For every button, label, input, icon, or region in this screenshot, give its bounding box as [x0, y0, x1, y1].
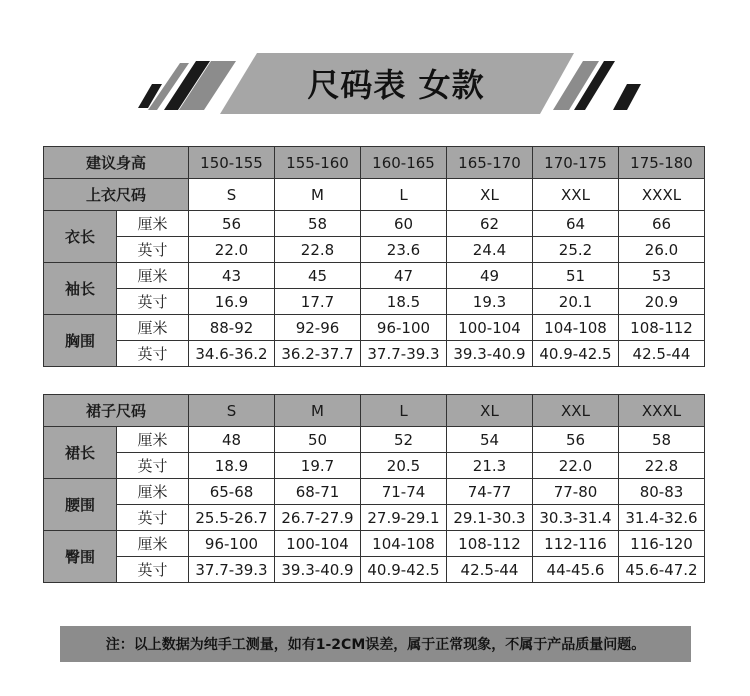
measure-value: 108-112	[619, 315, 705, 341]
measure-row	[44, 427, 705, 453]
skirt-size-row-label: 裙子尺码	[44, 395, 189, 427]
measure-value: 77-80	[533, 479, 619, 505]
measure-value: 100-104	[447, 315, 533, 341]
measure-value: 52	[361, 427, 447, 453]
measure-row	[44, 531, 705, 557]
unit-label: 厘米	[117, 427, 189, 453]
measure-part-label: 胸围	[44, 315, 117, 367]
skirt-size-row-cell: L	[361, 395, 447, 427]
height-row-cell: 165-170	[447, 147, 533, 179]
size-row-cell: L	[361, 179, 447, 211]
measure-value: 51	[533, 263, 619, 289]
top-size-table	[43, 146, 705, 367]
measure-value: 24.4	[447, 237, 533, 263]
measure-row	[44, 341, 705, 367]
measure-value: 23.6	[361, 237, 447, 263]
measure-value: 104-108	[361, 531, 447, 557]
height-row-cell: 155-160	[275, 147, 361, 179]
measure-value: 65-68	[189, 479, 275, 505]
measure-value: 62	[447, 211, 533, 237]
skirt-size-row-cell: XXXL	[619, 395, 705, 427]
measure-value: 20.9	[619, 289, 705, 315]
measure-value: 45	[275, 263, 361, 289]
measure-part-label: 袖长	[44, 263, 117, 315]
measure-value: 100-104	[275, 531, 361, 557]
measure-value: 92-96	[275, 315, 361, 341]
measure-part-label: 臀围	[44, 531, 117, 583]
measure-value: 68-71	[275, 479, 361, 505]
unit-label: 英寸	[117, 237, 189, 263]
measure-value: 34.6-36.2	[189, 341, 275, 367]
size-row-label: 上衣尺码	[44, 179, 189, 211]
measure-value: 20.1	[533, 289, 619, 315]
measure-value: 48	[189, 427, 275, 453]
measure-value: 116-120	[619, 531, 705, 557]
unit-label: 厘米	[117, 315, 189, 341]
unit-label: 厘米	[117, 479, 189, 505]
measure-value: 25.5-26.7	[189, 505, 275, 531]
measure-value: 22.0	[189, 237, 275, 263]
unit-label: 英寸	[117, 557, 189, 583]
unit-label: 英寸	[117, 453, 189, 479]
measure-value: 30.3-31.4	[533, 505, 619, 531]
measure-value: 56	[533, 427, 619, 453]
measure-value: 39.3-40.9	[447, 341, 533, 367]
measure-value: 58	[275, 211, 361, 237]
measure-row	[44, 237, 705, 263]
measure-row	[44, 557, 705, 583]
measure-value: 47	[361, 263, 447, 289]
measure-value: 39.3-40.9	[275, 557, 361, 583]
size-row	[44, 179, 705, 211]
skirt-size-row-cell: M	[275, 395, 361, 427]
skirt-size-row-cell: S	[189, 395, 275, 427]
measure-value: 42.5-44	[447, 557, 533, 583]
measure-value: 43	[189, 263, 275, 289]
measure-row	[44, 211, 705, 237]
measure-row	[44, 453, 705, 479]
measure-part-label: 裙长	[44, 427, 117, 479]
measure-value: 21.3	[447, 453, 533, 479]
height-row-cell: 150-155	[189, 147, 275, 179]
measure-value: 54	[447, 427, 533, 453]
measure-value: 37.7-39.3	[189, 557, 275, 583]
measure-row	[44, 289, 705, 315]
bottom-size-table	[43, 394, 705, 583]
measure-value: 88-92	[189, 315, 275, 341]
measure-value: 71-74	[361, 479, 447, 505]
measure-value: 25.2	[533, 237, 619, 263]
measure-value: 96-100	[361, 315, 447, 341]
unit-label: 厘米	[117, 211, 189, 237]
height-row-label: 建议身高	[44, 147, 189, 179]
measure-value: 19.7	[275, 453, 361, 479]
measure-value: 22.8	[619, 453, 705, 479]
measure-value: 17.7	[275, 289, 361, 315]
skirt-size-row-cell: XXL	[533, 395, 619, 427]
measure-value: 16.9	[189, 289, 275, 315]
unit-label: 厘米	[117, 531, 189, 557]
measure-value: 36.2-37.7	[275, 341, 361, 367]
skirt-size-row-cell: XL	[447, 395, 533, 427]
right-stripe-black-2	[613, 84, 641, 110]
measure-row	[44, 263, 705, 289]
measure-value: 42.5-44	[619, 341, 705, 367]
measure-value: 50	[275, 427, 361, 453]
page-title: 尺码表 女款	[307, 66, 485, 104]
measure-value: 56	[189, 211, 275, 237]
measure-value: 58	[619, 427, 705, 453]
height-row-cell: 170-175	[533, 147, 619, 179]
measure-value: 104-108	[533, 315, 619, 341]
measure-value: 26.0	[619, 237, 705, 263]
measure-value: 64	[533, 211, 619, 237]
measure-value: 40.9-42.5	[533, 341, 619, 367]
measure-value: 26.7-27.9	[275, 505, 361, 531]
measure-value: 18.9	[189, 453, 275, 479]
measure-value: 27.9-29.1	[361, 505, 447, 531]
unit-label: 厘米	[117, 263, 189, 289]
measure-value: 20.5	[361, 453, 447, 479]
footer-note: 注：以上数据为纯手工测量，如有1-2CM误差，属于正常现象，不属于产品质量问题。	[60, 626, 691, 662]
unit-label: 英寸	[117, 289, 189, 315]
skirt-size-row	[44, 395, 705, 427]
size-row-cell: M	[275, 179, 361, 211]
measure-value: 31.4-32.6	[619, 505, 705, 531]
measure-value: 53	[619, 263, 705, 289]
measure-value: 22.8	[275, 237, 361, 263]
measure-value: 29.1-30.3	[447, 505, 533, 531]
height-row-cell: 175-180	[619, 147, 705, 179]
measure-value: 112-116	[533, 531, 619, 557]
measure-value: 40.9-42.5	[361, 557, 447, 583]
measure-value: 19.3	[447, 289, 533, 315]
size-row-cell: XL	[447, 179, 533, 211]
measure-part-label: 腰围	[44, 479, 117, 531]
measure-value: 96-100	[189, 531, 275, 557]
size-row-cell: XXXL	[619, 179, 705, 211]
height-row	[44, 147, 705, 179]
measure-value: 22.0	[533, 453, 619, 479]
measure-row	[44, 505, 705, 531]
unit-label: 英寸	[117, 505, 189, 531]
measure-value: 80-83	[619, 479, 705, 505]
size-row-cell: XXL	[533, 179, 619, 211]
measure-value: 45.6-47.2	[619, 557, 705, 583]
measure-row	[44, 315, 705, 341]
unit-label: 英寸	[117, 341, 189, 367]
measure-value: 44-45.6	[533, 557, 619, 583]
measure-value: 37.7-39.3	[361, 341, 447, 367]
measure-row	[44, 479, 705, 505]
measure-part-label: 衣长	[44, 211, 117, 263]
measure-value: 49	[447, 263, 533, 289]
size-row-cell: S	[189, 179, 275, 211]
measure-value: 74-77	[447, 479, 533, 505]
measure-value: 18.5	[361, 289, 447, 315]
measure-value: 108-112	[447, 531, 533, 557]
measure-value: 66	[619, 211, 705, 237]
measure-value: 60	[361, 211, 447, 237]
height-row-cell: 160-165	[361, 147, 447, 179]
